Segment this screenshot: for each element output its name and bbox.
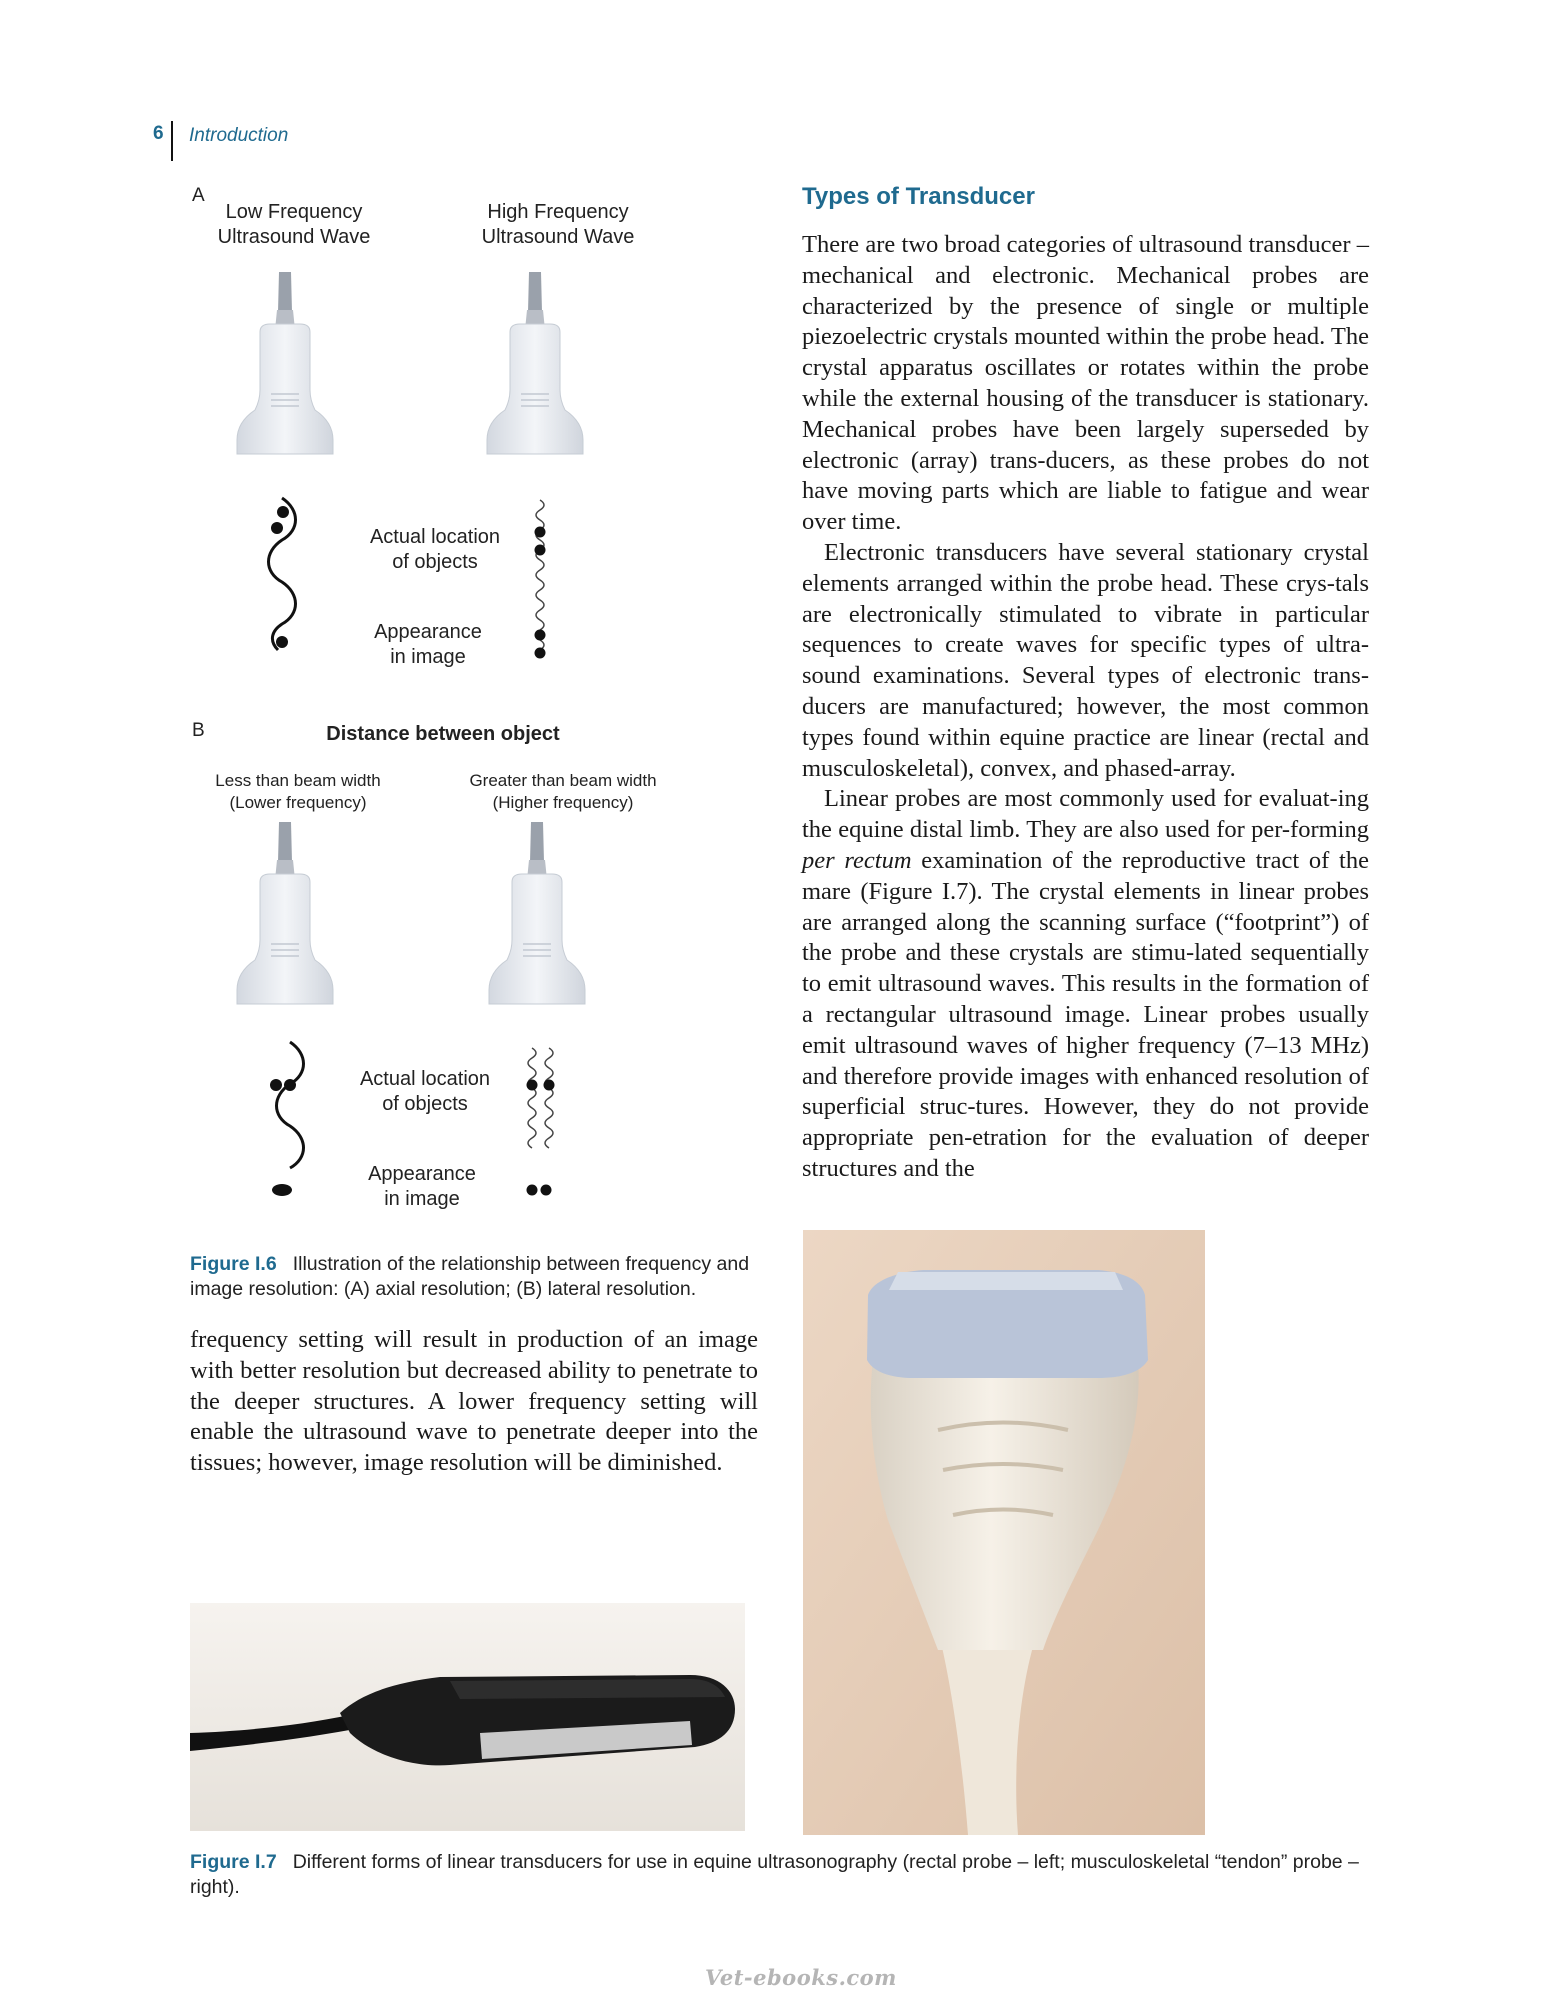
label-line: Less than beam width [215,771,381,790]
object-dot [535,545,546,556]
figure-i6-drawing [180,180,700,1225]
label-line: (Lower frequency) [229,793,367,812]
paragraph: frequency setting will result in production of an image with better resolution but decreased ability to penetrate to the deeper structures. A lower frequency setting will enable the ultrasound wave to penetrate deeper into the tissues; however, image resolution will be diminished. [190,1326,758,1477]
paragraph: There are two broad categories of ultrasound transducer – mechanical and electronic. Mechanical probes are characterized by the presence of single or multiple piezoelectric crystals mounted within the probe head. The crystal apparatus oscillates or rotates within the probe while the external housing of the transducer is stationary. Mechanical probes have been largely superseded by electronic (array) trans-ducers, as these probes do not have moving parts which are liable to fatigue and wear over time. [802,231,1369,536]
figure-i6-label: Figure I.6 [190,1253,277,1275]
image-dot [535,630,546,641]
object-dot [277,506,289,518]
right-column-text [802,230,1369,1185]
probe-b-right [489,822,585,1004]
label-line: in image [384,1188,460,1210]
probe-a-right [487,272,583,454]
label-line: Actual location [359,1068,491,1090]
title-line: Low Frequency [225,201,363,223]
label-line: Appearance [368,1163,476,1185]
paragraph [802,784,1369,1184]
figure-i6-illustration [180,180,700,1225]
page-number: 6 [153,123,164,144]
label-line: of objects [392,551,478,573]
figure-i6-caption-text: Illustration of the relationship between frequency and image resolution: (A) axial resolution; (B) lateral resolution. [190,1253,750,1300]
panel-b-letter: B [192,720,205,741]
low-frequency-wave-b [277,1042,304,1168]
section-heading: Types of Transducer [802,183,1035,210]
label-line: in image [390,646,466,668]
figure-i7-label: Figure I.7 [190,1851,277,1873]
label-line: Greater than beam width [469,771,657,790]
paragraph-text: Linear probes are most commonly used for evaluat-ing the equine distal limb. They are also used for per-forming [802,785,1369,844]
image-dot-merged [272,1184,292,1196]
image-dot [527,1185,538,1196]
panel-a-letter: A [192,185,205,206]
high-frequency-wave-a [536,500,544,650]
object-dot [270,1079,282,1091]
label-line: Appearance [374,621,482,643]
figure-i7-caption [190,1850,1370,1900]
italic-term: per rectum [802,846,912,874]
rectal-probe-photo [190,1603,745,1831]
title-line: Ultrasound Wave [217,226,371,248]
paragraph: Electronic transducers have several stationary crystal elements arranged within the probe head. These crys-tals are electronically stimulated to vibrate in particular sequences to create waves for specific types of ultra-sound examinations. Several types of electronic trans-ducers are manufactured; however, the most common types found within equine practice are linear (rectal and musculoskeletal), convex, and phased-array. [802,538,1369,782]
header-rule [171,121,173,161]
low-frequency-wave-a [269,498,296,650]
title-line: High Frequency [487,201,629,223]
object-dot [544,1080,555,1091]
image-dot [535,648,546,659]
title-line: Ultrasound Wave [481,226,635,248]
running-head: Introduction [189,125,289,146]
label-line: (Higher frequency) [492,793,634,812]
image-dot [541,1185,552,1196]
panel-b-title: Distance between object [326,723,560,745]
left-column-text [190,1325,758,1479]
label-line: Actual location [369,526,501,548]
figure-i6-caption [190,1252,770,1302]
object-dot [284,1079,296,1091]
tendon-probe-photo [803,1230,1205,1835]
paragraph-text: examination of the reproductive tract of the mare (Figure I.7). The crystal elements in linear probes are arranged along the scanning surface (“footprint”) of the probe and these crystals are stimu-lated sequentially to emit ultrasound waves. This results in the formation of a rectangular ultrasound image. Linear probes usually emit ultrasound waves of higher frequency (7–13 MHz) and therefore provide images with enhanced resolution of superficial struc-tures. However, they do not provide appropriate pen-etration for the evaluation of deeper structures and the [802,846,1369,1182]
object-dot [527,1080,538,1091]
object-dot [535,527,546,538]
high-frequency-wave-b-right [545,1048,553,1148]
label-line: of objects [382,1093,468,1115]
probe-b-left [237,822,333,1004]
high-frequency-wave-b-left [528,1048,536,1148]
probe-a-left [237,272,333,454]
watermark-logo: Vet-ebooks.com [705,1965,897,1990]
object-dot [271,522,283,534]
figure-i7-caption-text: Different forms of linear transducers for use in equine ultrasonography (rectal probe – left; musculoskeletal “tendon” probe – right). [190,1851,1359,1898]
image-dot [276,636,288,648]
